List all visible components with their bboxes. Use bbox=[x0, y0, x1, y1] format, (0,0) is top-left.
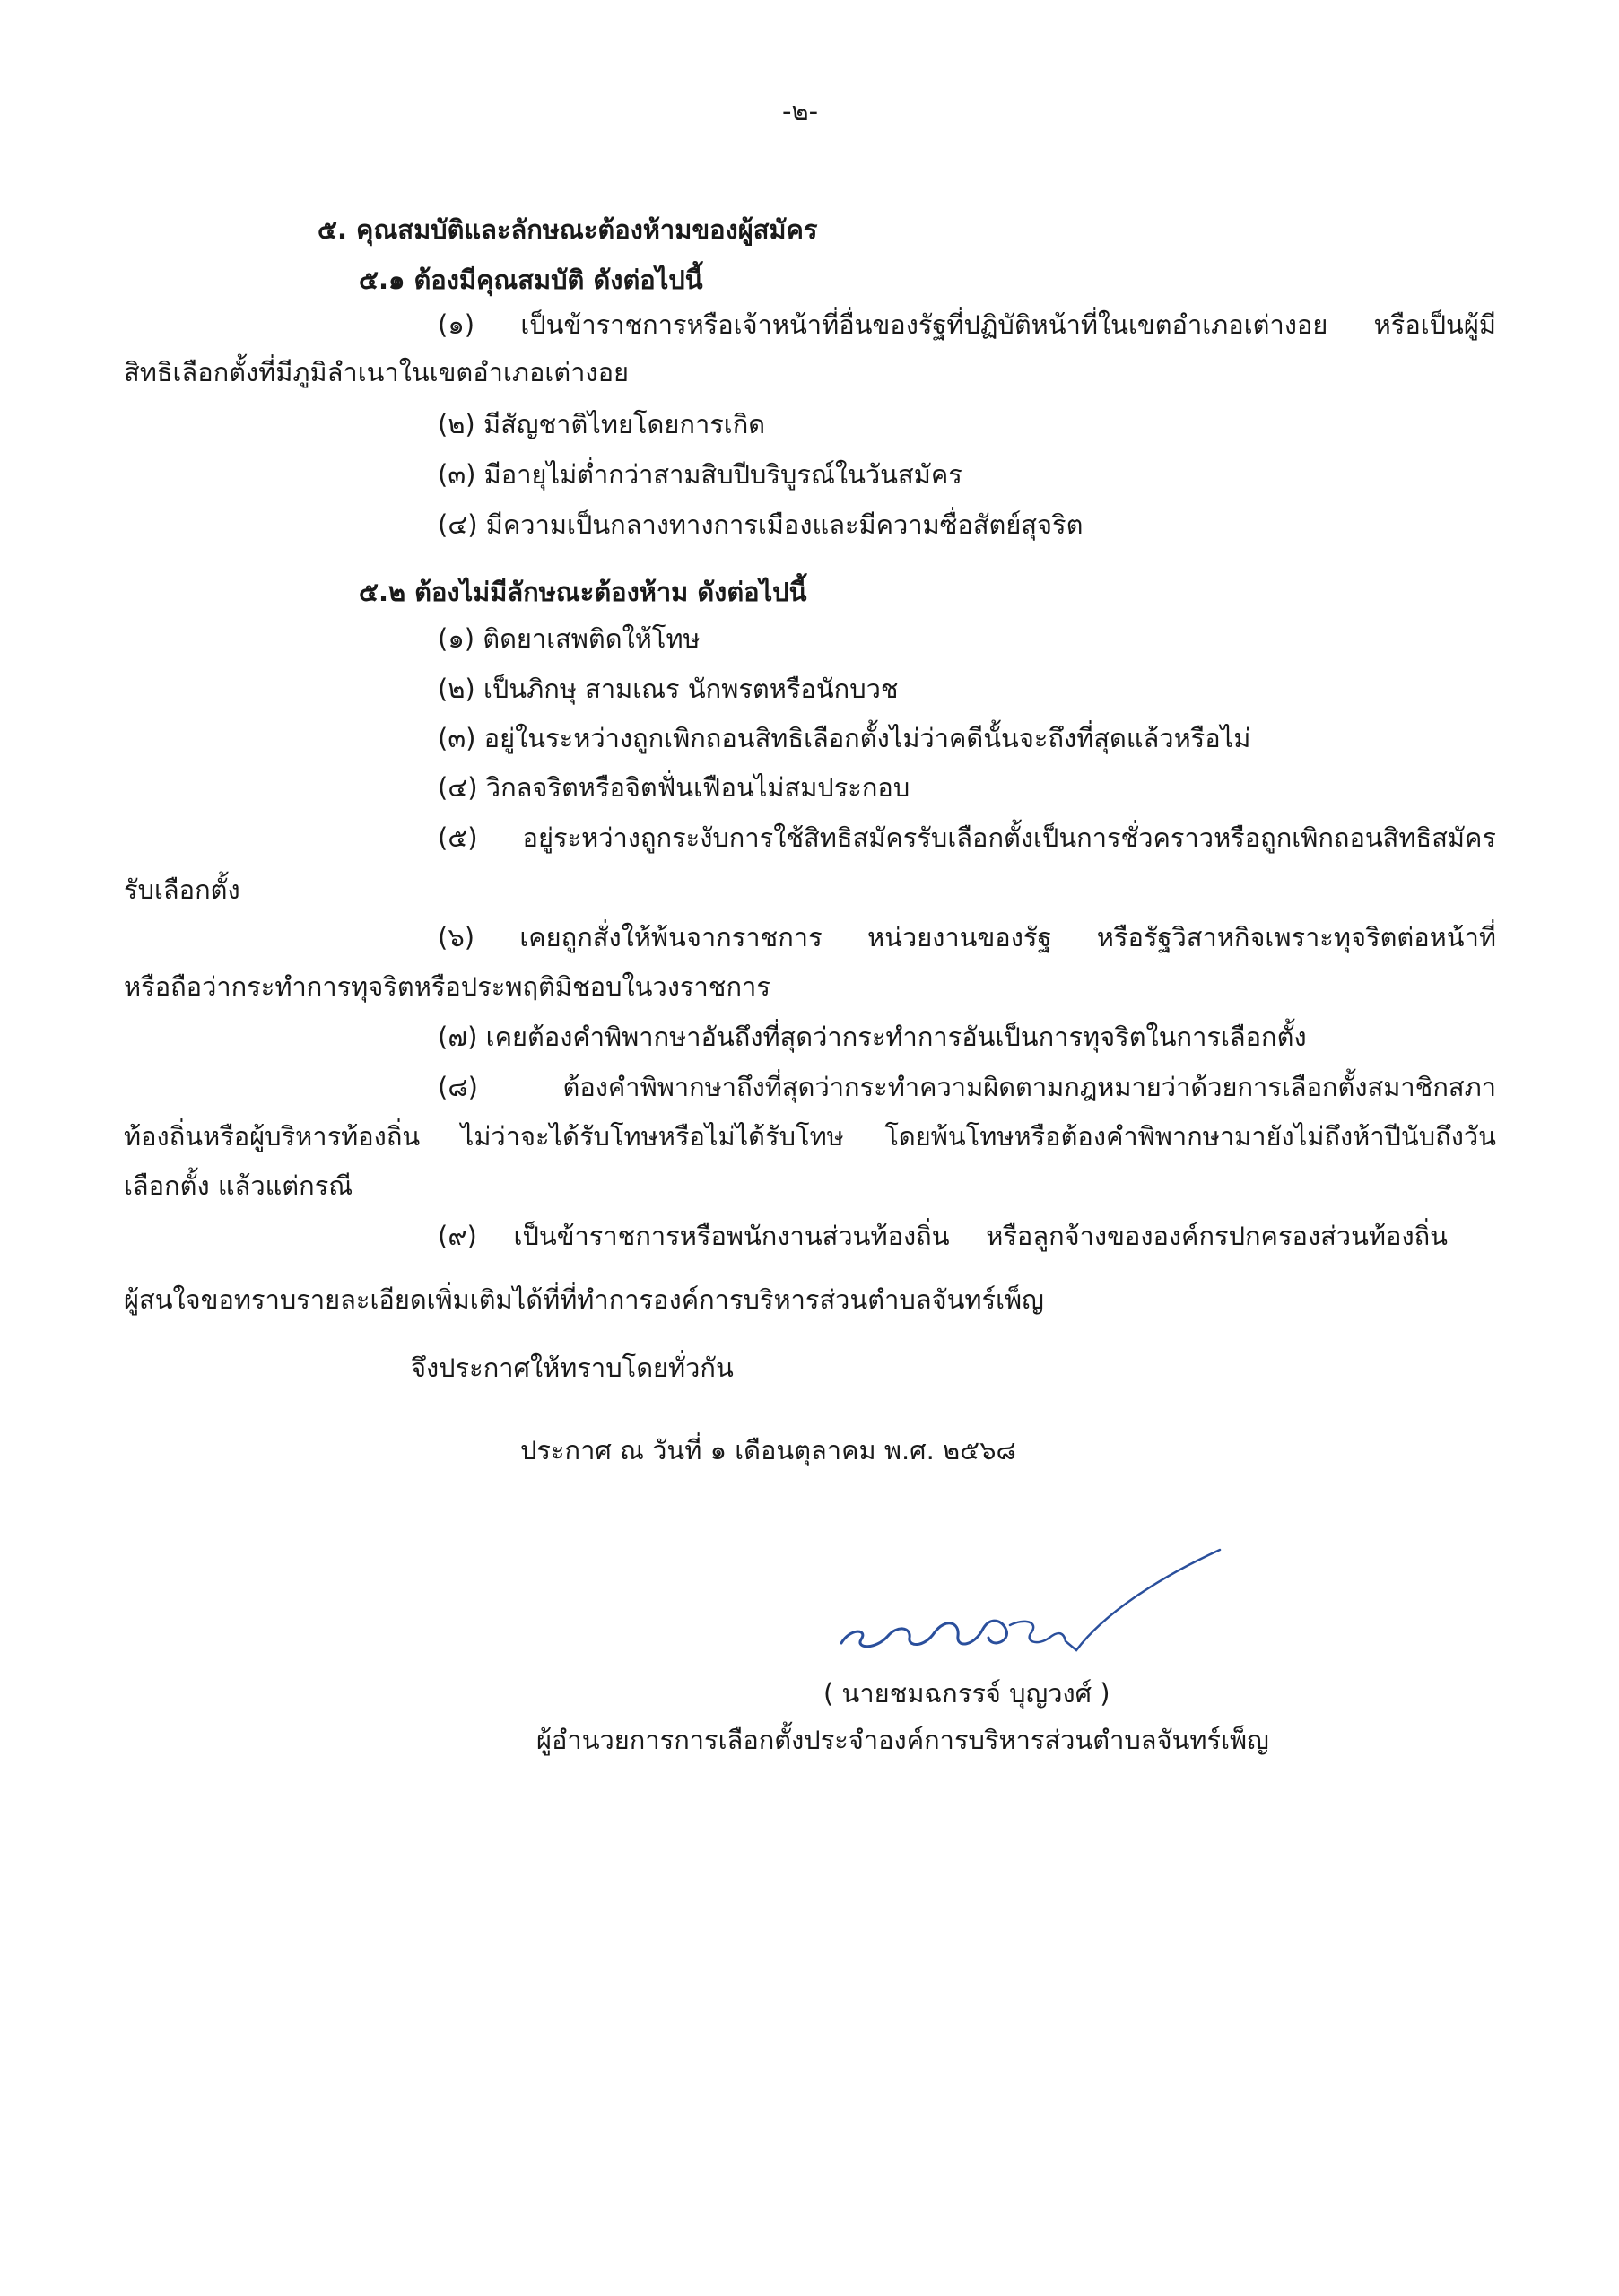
prohibition-item-5: (๕) อยู่ระหว่างถูกระงับการใช้สิทธิสมัครรับเลือกตั้งเป็นการชั่วคราวหรือถูกเพิกถอนสิทธิสมัคร bbox=[438, 822, 1496, 853]
prohibition-item-1: (๑) ติดยาเสพติดให้โทษ bbox=[438, 623, 701, 654]
signer-name: ( นายชมฉกรรจ์ บุญวงศ์ ) bbox=[823, 1678, 1110, 1709]
section-heading: ๕. คุณสมบัติและลักษณะต้องห้ามของผู้สมัคร bbox=[318, 214, 818, 245]
qualification-item-1-cont: สิทธิเลือกตั้งที่มีภูมิลำเนาในเขตอำเภอเต่างอย bbox=[124, 357, 630, 387]
prohibition-item-9: (๙) เป็นข้าราชการหรือพนักงานส่วนท้องถิ่น หรือลูกจ้างขององค์กรปกครองส่วนท้องถิ่น bbox=[438, 1221, 1448, 1251]
prohibition-item-8-cont: ท้องถิ่นหรือผู้บริหารท้องถิ่น ไม่ว่าจะได้รับโทษหรือไม่ได้รับโทษ โดยพ้นโทษหรือต้องคำพิพากษามายังไม่ถึงห้าปีนับถึงวัน bbox=[124, 1121, 1496, 1152]
qualification-item-1: (๑) เป็นข้าราชการหรือเจ้าหน้าที่อื่นของรัฐที่ปฏิบัติหน้าที่ในเขตอำเภอเต่างอย หรือเป็นผู้มี bbox=[438, 309, 1496, 340]
prohibition-item-6: (๖) เคยถูกสั่งให้พ้นจากราชการ หน่วยงานของรัฐ หรือรัฐวิสาหกิจเพราะทุจริตต่อหน้าที่ bbox=[438, 922, 1496, 952]
prohibition-item-4: (๔) วิกลจริตหรือจิตฟั่นเฟือนไม่สมประกอบ bbox=[438, 772, 910, 803]
prohibition-item-3: (๓) อยู่ในระหว่างถูกเพิกถอนสิทธิเลือกตั้งไม่ว่าคดีนั้นจะถึงที่สุดแล้วหรือไม่ bbox=[438, 723, 1251, 753]
prohibition-item-8: (๘) ต้องคำพิพากษาถึงที่สุดว่ากระทำความผิดตามกฎหมายว่าด้วยการเลือกตั้งสมาชิกสภา bbox=[438, 1072, 1496, 1102]
sub-heading-prohibitions: ๕.๒ ต้องไม่มีลักษณะต้องห้าม ดังต่อไปนี้ bbox=[359, 577, 807, 607]
prohibition-item-2: (๒) เป็นภิกษุ สามเณร นักพรตหรือนักบวช bbox=[438, 674, 899, 704]
qualification-item-4: (๔) มีความเป็นกลางทางการเมืองและมีความซื่อสัตย์สุจริต bbox=[438, 509, 1084, 540]
qualification-item-2: (๒) มีสัญชาติไทยโดยการเกิด bbox=[438, 409, 766, 439]
contact-note: ผู้สนใจขอทราบรายละเอียดเพิ่มเติมได้ที่ที่ทำการองค์การบริหารส่วนตำบลจันทร์เพ็ญ bbox=[124, 1284, 1044, 1315]
prohibition-item-8-cont2: เลือกตั้ง แล้วแต่กรณี bbox=[124, 1170, 353, 1201]
announcement-date: ประกาศ ณ วันที่ ๑ เดือนตุลาคม พ.ศ. ๒๕๖๘ bbox=[520, 1435, 1016, 1465]
signature-image bbox=[834, 1543, 1229, 1664]
qualification-item-3: (๓) มีอายุไม่ต่ำกว่าสามสิบปีบริบูรณ์ในวันสมัคร bbox=[438, 459, 962, 490]
page-number: -๒- bbox=[782, 96, 819, 126]
prohibition-item-5-cont: รับเลือกตั้ง bbox=[124, 874, 240, 905]
closing-statement: จึงประกาศให้ทราบโดยทั่วกัน bbox=[411, 1352, 734, 1383]
prohibition-item-6-cont: หรือถือว่ากระทำการทุจริตหรือประพฤติมิชอบในวงราชการ bbox=[124, 971, 770, 1002]
sub-heading-qualifications: ๕.๑ ต้องมีคุณสมบัติ ดังต่อไปนี้ bbox=[359, 265, 703, 295]
signer-position: ผู้อำนวยการการเลือกตั้งประจำองค์การบริหารส่วนตำบลจันทร์เพ็ญ bbox=[536, 1725, 1269, 1755]
prohibition-item-7: (๗) เคยต้องคำพิพากษาอันถึงที่สุดว่ากระทำการอันเป็นการทุจริตในการเลือกตั้ง bbox=[438, 1022, 1307, 1052]
